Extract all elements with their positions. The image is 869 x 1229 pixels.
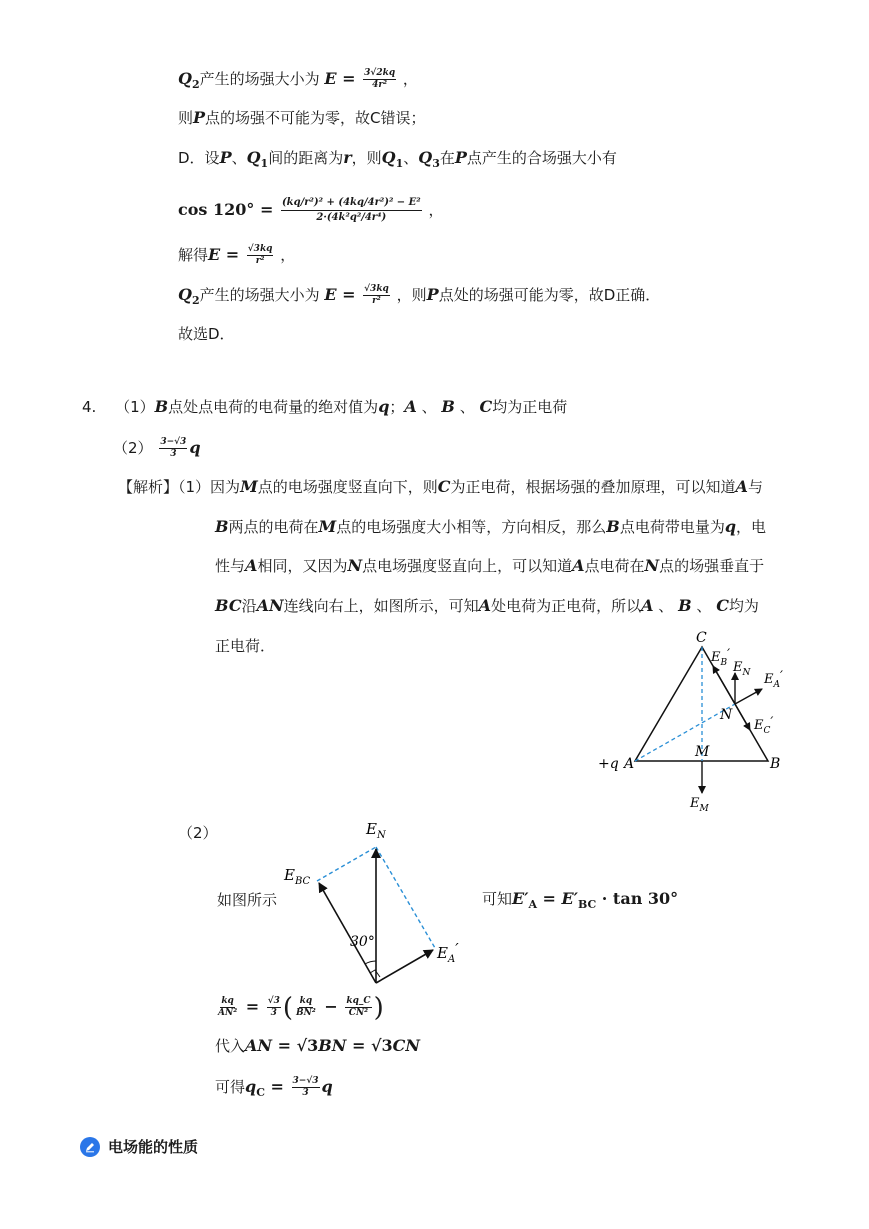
part2-substitute: 代入AN = √3BN = √3CN <box>215 1036 420 1055</box>
q4-answer-part2: （2） $\frac{3-√3}{3}$ q <box>113 437 201 459</box>
line-p-not-zero: 则P点的场强不可能为零，故C错误； <box>178 108 426 127</box>
analysis-line-4: BC沿AN连线向右上，如图所示，可知A处电荷为正电荷，所以A 、 B 、 C均为 <box>215 596 759 615</box>
label-plus-q: +q <box>598 756 619 772</box>
arrow-ea <box>735 689 762 704</box>
fraction: $\frac{3-√3}{3}$ <box>160 437 187 459</box>
arrow-ea-vec <box>376 950 433 983</box>
label-en-vec: $E_N$ <box>366 820 386 841</box>
fraction: $\frac{√3kq}{\text{r²}}$ <box>247 244 273 266</box>
fraction: $\frac{3√2kq}{\text{4r²}}$ <box>364 68 396 90</box>
fraction: $\frac{kq}{\text{BN²}}$ <box>296 996 316 1018</box>
triangle-field-diagram <box>590 625 800 815</box>
label-a: A <box>624 756 635 772</box>
part2-known-relation: 可知$E'_A = E'_{BC} \cdot \tan 30^\circ$ <box>482 889 679 911</box>
arrow-eb <box>713 666 735 704</box>
part2-as-figure: 如图所示 <box>217 891 278 909</box>
label-m: M <box>695 744 710 760</box>
arrow-ebc-vec <box>319 883 376 983</box>
fraction: $\frac{kq\_C}{\text{CN²}}$ <box>346 996 371 1018</box>
label-en: $E_N$ <box>733 660 751 678</box>
angle-arc <box>365 961 376 964</box>
fraction: $\frac{√3}{3}$ <box>267 996 280 1018</box>
label-c: C <box>696 630 707 646</box>
q4-answer-part1: 4. （1）B点处点电荷的电荷量的绝对值为q；A 、 B 、 C均为正电荷 <box>82 397 568 416</box>
pen-icon <box>80 1137 100 1157</box>
dashed-en-ea <box>376 847 435 948</box>
part2-equation: $\frac{kq}{\text{AN²}}$ = $\frac{√3}{3}$ ( $\frac{kq}{\text{BN²}}$ − $\frac{kq\_C}{\text{CN²}}$ ) <box>218 993 384 1023</box>
label-ea: $E_A'$ <box>764 669 783 690</box>
analysis-line-3: 性与A相同，又因为N点电场强度竖直向上，可以知道A点电荷在N点的场强垂直于 <box>215 556 765 575</box>
label-ec: $E_C'$ <box>754 715 774 736</box>
vector-diagram <box>280 815 480 1000</box>
part2-result: 可得$q_C$ = $\frac{3-√3}{3}$ q <box>215 1076 333 1099</box>
fraction: $\frac{kq}{\text{AN²}}$ <box>218 996 238 1018</box>
section-heading <box>80 1136 198 1157</box>
section-heading-text: 电场能的性质 <box>108 1138 199 1156</box>
label-30deg: 30° <box>350 934 375 950</box>
analysis-line-5: 正电荷． <box>215 637 276 655</box>
part2-label: （2） <box>178 824 218 842</box>
analysis-line-1: 【解析】（1）因为M点的电场强度竖直向下，则C为正电荷，根据场强的叠加原理，可以知道A与 <box>118 477 763 496</box>
line-solve-e: 解得E = $\frac{√3kq}{\text{r²}}$ ， <box>178 244 296 266</box>
dashed-ebc-en <box>317 847 376 881</box>
label-b: B <box>770 756 781 772</box>
label-n: N <box>720 707 733 723</box>
label-ea-vec: $E_A'$ <box>437 940 459 965</box>
fraction: $\frac{3-√3}{3}$ <box>292 1076 319 1098</box>
fraction: $\frac{√3kq}{\text{r²}}$ <box>364 284 389 306</box>
analysis-line-2: B两点的电荷在M点的电场强度大小相等，方向相反，那么B点电荷带电量为q，电 <box>215 517 767 536</box>
arrow-ec <box>735 704 750 730</box>
line-cosine-formula: cos 120° = $\frac{\text{(kq/r²)² + (4kq/4r²)² − E²}}{\text{2·(4k²q²/4r⁴)}}$ ， <box>178 197 444 223</box>
line-q2-field-d: $Q_2$产生的场强大小为 E = $\frac{√3kq}{\text{r²}}$ ，则P点处的场强可能为零，故D正确． <box>178 284 661 307</box>
fraction: $\frac{\text{(kq/r²)² + (4kq/4r²)² − E²}}{\text{2·(4k²q²/4r⁴)}}$ <box>281 197 421 223</box>
label-em: $E_M$ <box>690 796 709 814</box>
line-option-d: D．设P、$Q_1$间的距离为r，则$Q_1$、$Q_3$在P点产生的合场强大小有 <box>178 148 617 170</box>
label-ebc-vec: $E_{BC}$ <box>284 866 311 887</box>
line-choose-d: 故选D． <box>178 325 235 343</box>
label-eb: $E_B'$ <box>711 647 731 668</box>
line-q2-field: $Q_2$产生的场强大小为 E = $\frac{3√2kq}{\text{4r²}}$ ， <box>178 68 418 91</box>
